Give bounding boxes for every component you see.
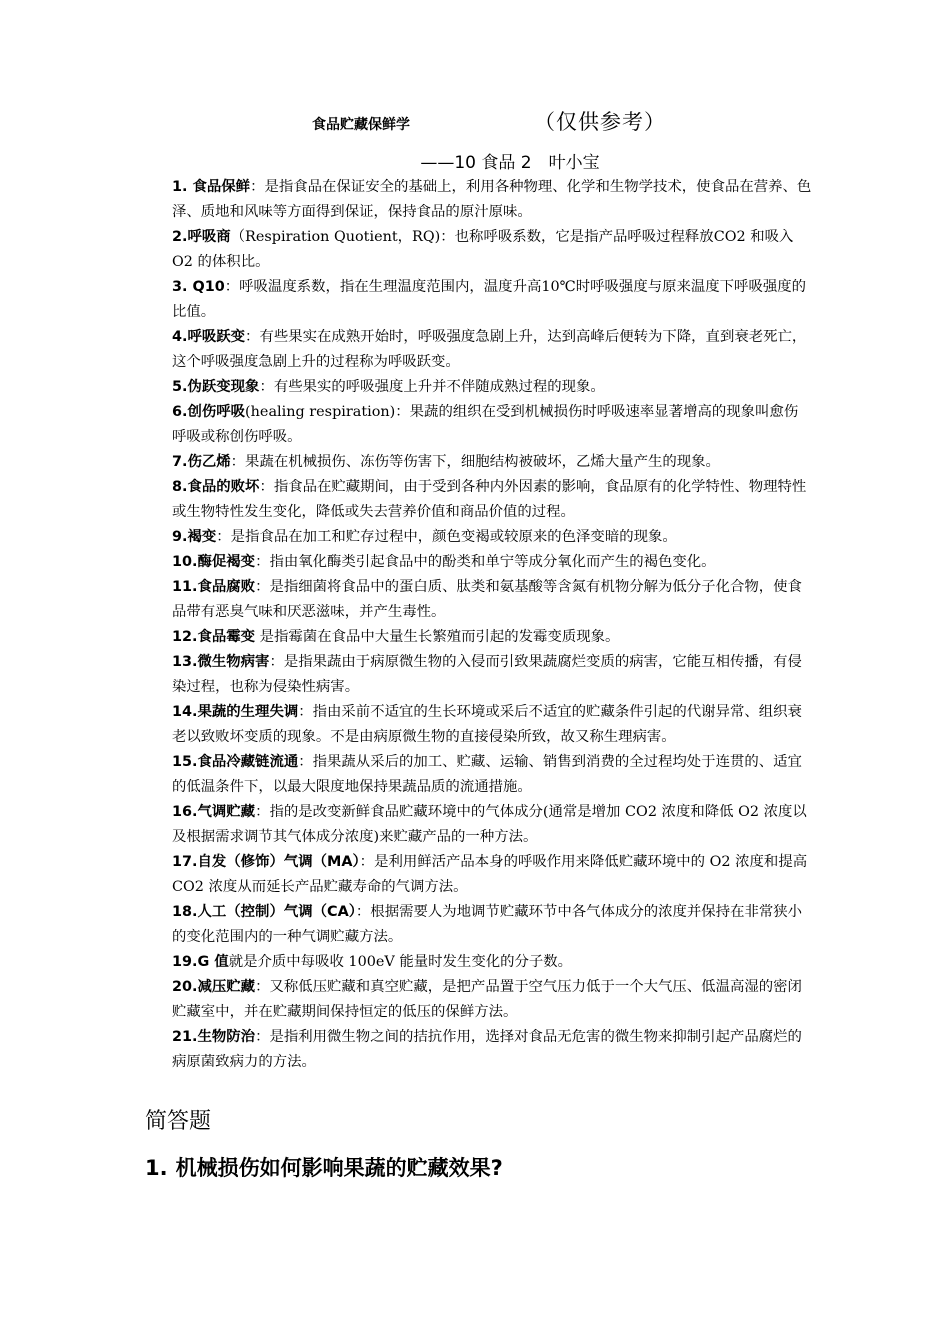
- definition-text: ：是指果蔬由于病原微生物的入侵而引致果蔬腐烂变质的病害，它能互相传播，有侵染过程，也称为侵染性病害。: [172, 654, 802, 695]
- definition-term: 13.微生物病害: [172, 654, 270, 670]
- definition-term: 18.人工（控制）气调（CA）: [172, 904, 356, 920]
- definition-term: 12.食品霉变: [172, 629, 256, 645]
- definition-text: ：是利用鲜活产品本身的呼吸作用来降低贮藏环境中的 O2 浓度和提高 CO2 浓度从而延长产品贮藏寿命的气调方法。: [172, 854, 808, 895]
- definition-text: ：呼吸温度系数，指在生理温度范围内，温度升高10℃时呼吸强度与原来温度下呼吸强度的比值。: [172, 279, 807, 320]
- definition-term: 7.伤乙烯: [172, 454, 231, 470]
- definition-text: ：是指食品在加工和贮存过程中，颜色变褐或较原来的色泽变暗的现象。: [216, 529, 677, 545]
- section-heading: 简答题: [145, 1109, 212, 1134]
- definition-item: [172, 650, 812, 700]
- definition-text: ：指果蔬从采后的加工、贮藏、运输、销售到消费的全过程均处于连贯的、适宜的低温条件下，以最大限度地保持果蔬品质的流通措施。: [172, 754, 802, 795]
- definition-item: [172, 575, 812, 625]
- reference-note: （仅供参考）: [534, 110, 666, 134]
- definition-list: [172, 175, 812, 1075]
- definition-text: (healing respiration)：果蔬的组织在受到机械损伤时呼吸速率显著增高的现象叫愈伤呼吸或称创伤呼吸。: [172, 404, 799, 445]
- definition-term: 19.G 值: [172, 954, 229, 970]
- definition-item: [172, 400, 812, 450]
- definition-term: 10.酶促褐变: [172, 554, 256, 570]
- definition-term: 16.气调贮藏: [172, 804, 256, 820]
- definition-term: 15.食品冷藏链流通: [172, 754, 299, 770]
- document-title: 食品贮藏保鲜学: [312, 117, 410, 133]
- definition-item: [172, 900, 812, 950]
- definition-item: [172, 375, 812, 400]
- definition-term: 1. 食品保鲜: [172, 179, 251, 195]
- definition-text: ：果蔬在机械损伤、冻伤等伤害下，细胞结构被破坏，乙烯大量产生的现象。: [230, 454, 720, 470]
- definition-item: [172, 975, 812, 1025]
- definition-text: 是指霉菌在食品中大量生长繁殖而引起的发霉变质现象。: [255, 629, 620, 645]
- definition-item: [172, 225, 812, 275]
- definition-text: ：有些果实的呼吸强度上升并不伴随成熟过程的现象。: [259, 379, 605, 395]
- question-text: 机械损伤如何影响果蔬的贮藏效果?: [175, 1156, 503, 1180]
- definition-text: ：根据需要人为地调节贮藏环节中各气体成分的浓度并保持在非常狭小的变化范围内的一种气调贮藏方法。: [172, 904, 803, 945]
- definition-term: 17.自发（修饰）气调（MA）: [172, 854, 360, 870]
- definition-term: 6.创伤呼吸: [172, 404, 246, 420]
- question-heading: [145, 1152, 503, 1182]
- definition-item: [172, 475, 812, 525]
- definition-text: ：指食品在贮藏期间，由于受到各种内外因素的影响，食品原有的化学特性、物理特性或生物特性发生变化，降低或失去营养价值和商品价值的过程。: [172, 479, 807, 520]
- definition-item: [172, 625, 812, 650]
- definition-item: [172, 800, 812, 850]
- definition-text: 就是介质中每吸收 100eV 能量时发生变化的分子数。: [228, 954, 573, 970]
- definition-text: ：是指细菌将食品中的蛋白质、肽类和氨基酸等含氮有机物分解为低分子化合物，使食品带有恶臭气味和厌恶滋味，并产生毒性。: [172, 579, 802, 620]
- definition-term: 11.食品腐败: [172, 579, 256, 595]
- definition-item: [172, 950, 812, 975]
- definition-text: ：又称低压贮藏和真空贮藏，是把产品置于空气压力低于一个大气压、低温高湿的密闭贮藏室中，并在贮藏期间保持恒定的低压的保鲜方法。: [172, 979, 802, 1020]
- definition-item: [172, 850, 812, 900]
- definition-term: 3. Q10: [172, 279, 225, 295]
- definition-term: 5.伪跃变现象: [172, 379, 260, 395]
- definition-text: ：有些果实在成熟开始时，呼吸强度急剧上升，达到高峰后便转为下降，直到衰老死亡，这个呼吸强度急剧上升的过程称为呼吸跃变。: [172, 329, 807, 370]
- definition-item: [172, 525, 812, 550]
- definition-term: 21.生物防治: [172, 1029, 256, 1045]
- definition-text: ：指的是改变新鲜食品贮藏环境中的气体成分(通常是增加 CO2 浓度和降低 O2 浓度以及根据需求调节其气体成分浓度)来贮藏产品的一种方法。: [172, 804, 807, 845]
- definition-item: [172, 750, 812, 800]
- definition-text: ：是指食品在保证安全的基础上，利用各种物理、化学和生物学技术，使食品在营养、色泽、质地和风味等方面得到保证，保持食品的原汁原味。: [172, 179, 812, 220]
- definition-item: [172, 1025, 812, 1075]
- definition-term: 20.减压贮藏: [172, 979, 256, 995]
- definition-text: ：是指利用微生物之间的拮抗作用，选择对食品无危害的微生物来抑制引起产品腐烂的病原菌致病力的方法。: [172, 1029, 802, 1070]
- definition-text: ：指由氧化酶类引起食品中的酚类和单宁等成分氧化而产生的褐色变化。: [255, 554, 716, 570]
- definition-term: 14.果蔬的生理失调: [172, 704, 299, 720]
- definition-text: ：指由采前不适宜的生长环境或采后不适宜的贮藏条件引起的代谢异常、组织衰老以致败坏变质的现象。不是由病原微生物的直接侵染所致，故又称生理病害。: [172, 704, 802, 745]
- definition-term: 8.食品的败坏: [172, 479, 260, 495]
- definition-item: [172, 275, 812, 325]
- definition-term: 2.呼吸商: [172, 229, 231, 245]
- definition-item: [172, 175, 812, 225]
- question-number: 1.: [145, 1156, 168, 1180]
- definition-item: [172, 450, 812, 475]
- definition-text: （Respiration Quotient，RQ)：也称呼吸系数，它是指产品呼吸过程释放CO2 和吸入 O2 的体积比。: [172, 229, 794, 270]
- definition-item: [172, 700, 812, 750]
- definition-item: [172, 325, 812, 375]
- author-line: ——10 食品 2 叶小宝: [420, 153, 600, 173]
- definition-item: [172, 550, 812, 575]
- definition-term: 9.褐变: [172, 529, 217, 545]
- title-row: [0, 104, 950, 140]
- definition-term: 4.呼吸跃变: [172, 329, 246, 345]
